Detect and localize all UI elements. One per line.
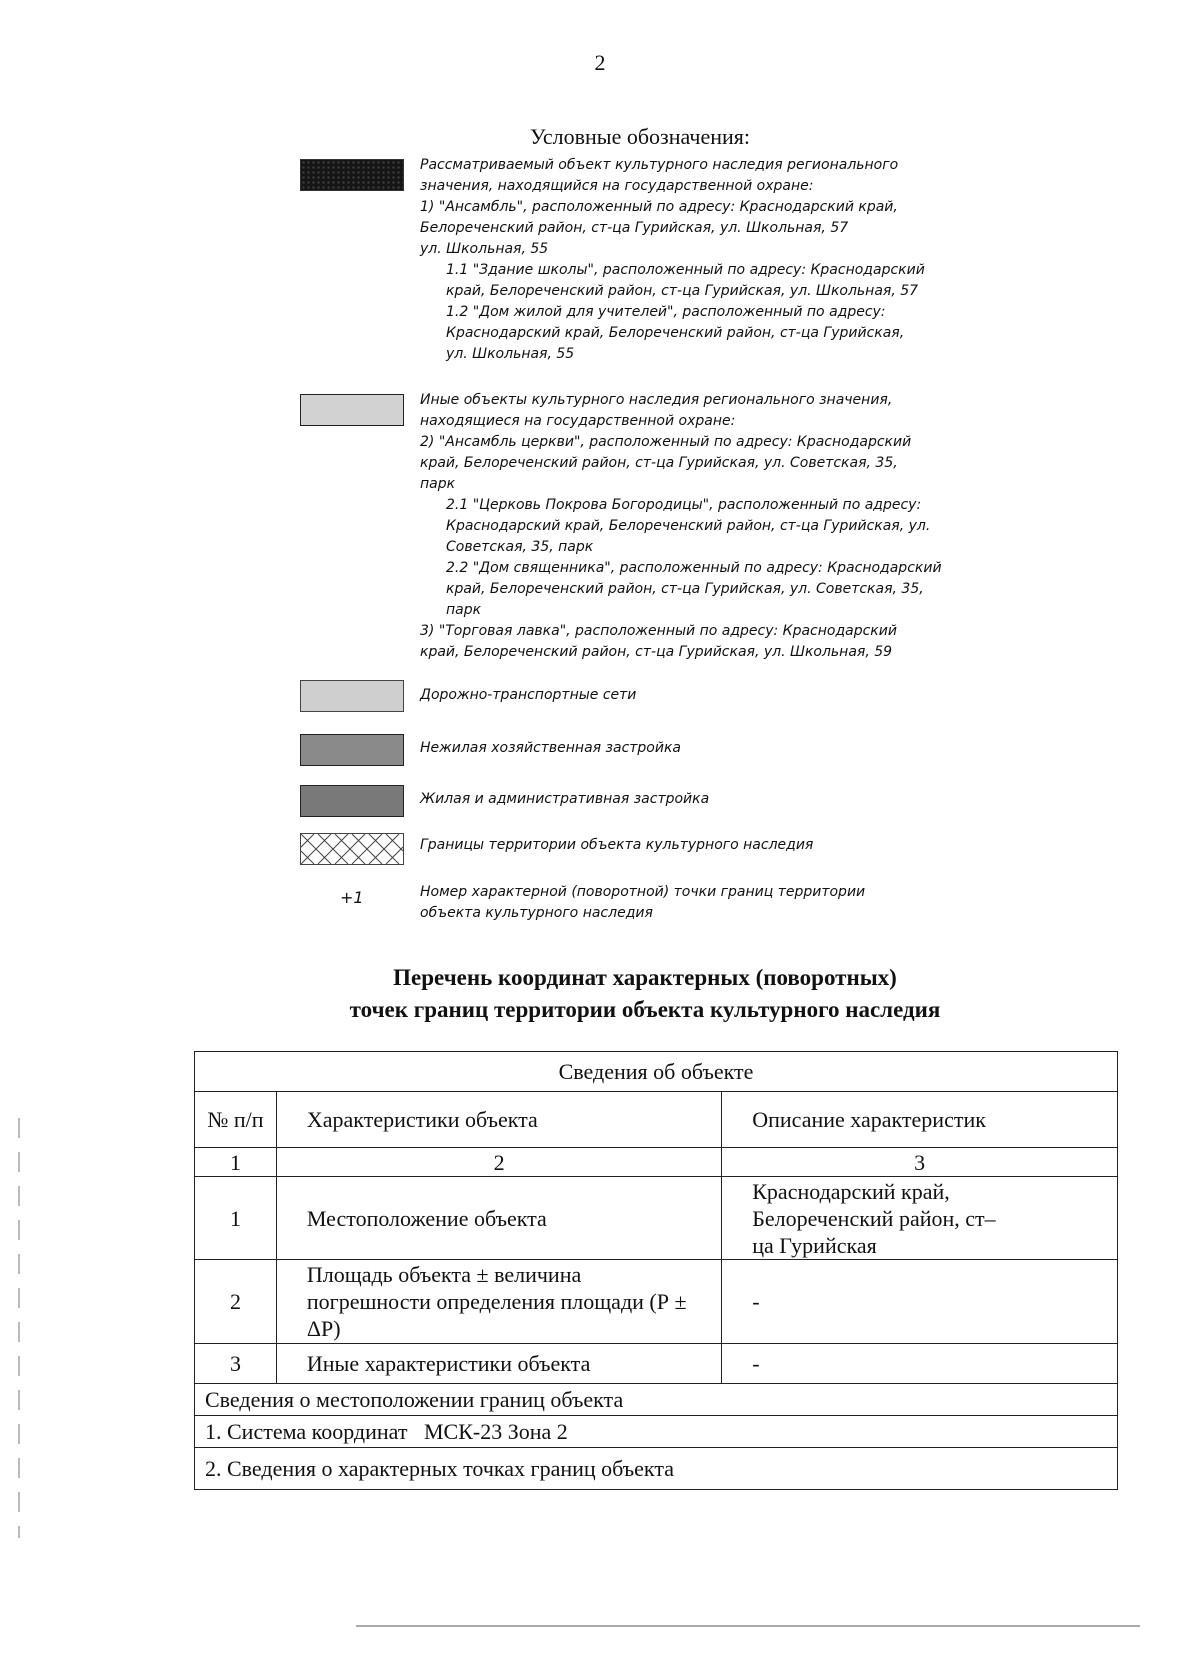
legend-swatch-protected-object	[300, 159, 404, 191]
legend-line: 3) "Торговая лавка", расположенный по адресу: Краснодарский	[420, 623, 897, 639]
legend-line: ул. Школьная, 55	[420, 241, 549, 257]
legend-swatch-non-residential	[300, 734, 404, 766]
row-description: -	[722, 1260, 1118, 1344]
turning-point-symbol: +1	[340, 888, 364, 907]
legend-line: Рассматриваемый объект культурного наследия регионального	[420, 157, 899, 173]
legend-sub-line: 1.1 "Здание школы", расположенный по адресу: Краснодарский	[446, 262, 925, 278]
col-header-characteristics: Характеристики объекта	[276, 1092, 721, 1148]
coord-system: 1. Система координат МСК-23 Зона 2	[195, 1416, 1118, 1448]
table-row	[195, 1260, 1118, 1344]
row-name: Площадь объекта ± величина погрешности определения площади (Р ± ΔР)	[276, 1260, 721, 1344]
coordinates-heading	[0, 962, 1200, 1026]
bottom-rule	[356, 1625, 1140, 1627]
row-description: -	[722, 1344, 1118, 1384]
legend-line: значения, находящийся на государственной охране:	[420, 178, 814, 194]
legend-line: Жилая и административная застройка	[420, 791, 710, 807]
legend-line: 1) "Ансамбль", расположенный по адресу: Краснодарский край,	[420, 199, 898, 215]
legend-title: Условные обозначения:	[529, 124, 751, 149]
legend-line: 2) "Ансамбль церкви", расположенный по адресу: Краснодарский	[420, 434, 912, 450]
row-description: Краснодарский край, Белореченский район, ст–ца Гурийская	[722, 1177, 1118, 1260]
legend-item-boundary	[420, 835, 1000, 856]
col-number: 2	[276, 1148, 721, 1177]
legend-sub-line: ул. Школьная, 55	[446, 346, 575, 362]
table-section-row	[195, 1384, 1118, 1416]
legend-sub-line: край, Белореченский район, ст-ца Гурийская, ул. Советская, 35,	[446, 581, 924, 597]
legend-line: край, Белореченский район, ст-ца Гурийская, ул. Школьная, 59	[420, 644, 893, 660]
legend-item-other-objects	[420, 390, 1000, 663]
legend-line: Границы территории объекта культурного наследия	[420, 837, 814, 853]
legend-sub-line: 2.1 "Церковь Покрова Богородицы", расположенный по адресу:	[446, 497, 922, 513]
crosshatch-icon	[301, 834, 403, 864]
legend-sub-line: край, Белореченский район, ст-ца Гурийская, ул. Школьная, 57	[446, 283, 919, 299]
legend-swatch-residential	[300, 785, 404, 817]
scan-edge-marks	[18, 1118, 20, 1538]
legend-item-residential	[420, 789, 1000, 810]
legend-swatch-boundary	[300, 833, 404, 865]
col-number: 3	[722, 1148, 1118, 1177]
table-caption: Сведения об объекте	[195, 1052, 1118, 1092]
legend-item-non-residential	[420, 738, 1000, 759]
legend-line: Нежилая хозяйственная застройка	[420, 740, 682, 756]
legend-sub-line: парк	[446, 602, 482, 618]
legend-sub-line: Советская, 35, парк	[446, 539, 594, 555]
page-number: 2	[594, 50, 606, 75]
section-title: Сведения о местоположении границ объекта	[195, 1384, 1118, 1416]
legend-item-road-network	[420, 685, 1000, 706]
legend-line: Номер характерной (поворотной) точки границ территории	[420, 884, 866, 900]
object-info-table	[194, 1051, 1118, 1490]
legend-sub-line: Краснодарский край, Белореченский район, ст-ца Гурийская,	[446, 325, 905, 341]
legend-sub-line: 2.2 "Дом священника", расположенный по адресу: Краснодарский	[446, 560, 942, 576]
row-number: 2	[195, 1260, 277, 1344]
heading-line: точек границ территории объекта культурного наследия	[349, 997, 941, 1022]
legend-sub-line: 1.2 "Дом жилой для учителей", расположенный по адресу:	[446, 304, 886, 320]
table-row	[195, 1177, 1118, 1260]
table-coord-system-row	[195, 1416, 1118, 1448]
table-col-number-row	[195, 1148, 1118, 1177]
col-number: 1	[195, 1148, 277, 1177]
row-name: Местоположение объекта	[276, 1177, 721, 1260]
col-header-description: Описание характеристик	[722, 1092, 1118, 1148]
points-title: 2. Сведения о характерных точках границ объекта	[195, 1448, 1118, 1490]
legend-item-protected-object	[420, 155, 1000, 365]
table-caption-row	[195, 1052, 1118, 1092]
legend-line: Иные объекты культурного наследия регионального значения,	[420, 392, 893, 408]
legend-line: Дорожно-транспортные сети	[420, 687, 637, 703]
legend-line: объекта культурного наследия	[420, 905, 653, 921]
legend-sub-line: Краснодарский край, Белореченский район, ст-ца Гурийская, ул.	[446, 518, 931, 534]
heading-line: Перечень координат характерных (поворотных)	[393, 965, 897, 990]
col-header-number: № п/п	[195, 1092, 277, 1148]
table-points-title-row	[195, 1448, 1118, 1490]
legend-swatch-road-network	[300, 680, 404, 712]
legend-swatch-other-objects	[300, 394, 404, 426]
row-number: 3	[195, 1344, 277, 1384]
legend-line: находящиеся на государственной охране:	[420, 413, 736, 429]
legend-line: край, Белореченский район, ст-ца Гурийская, ул. Советская, 35,	[420, 455, 898, 471]
row-number: 1	[195, 1177, 277, 1260]
legend-item-turning-point	[420, 882, 1000, 924]
row-name: Иные характеристики объекта	[276, 1344, 721, 1384]
table-row	[195, 1344, 1118, 1384]
legend-line: парк	[420, 476, 456, 492]
legend-line: Белореченский район, ст-ца Гурийская, ул. Школьная, 57	[420, 220, 849, 236]
table-header-row	[195, 1092, 1118, 1148]
